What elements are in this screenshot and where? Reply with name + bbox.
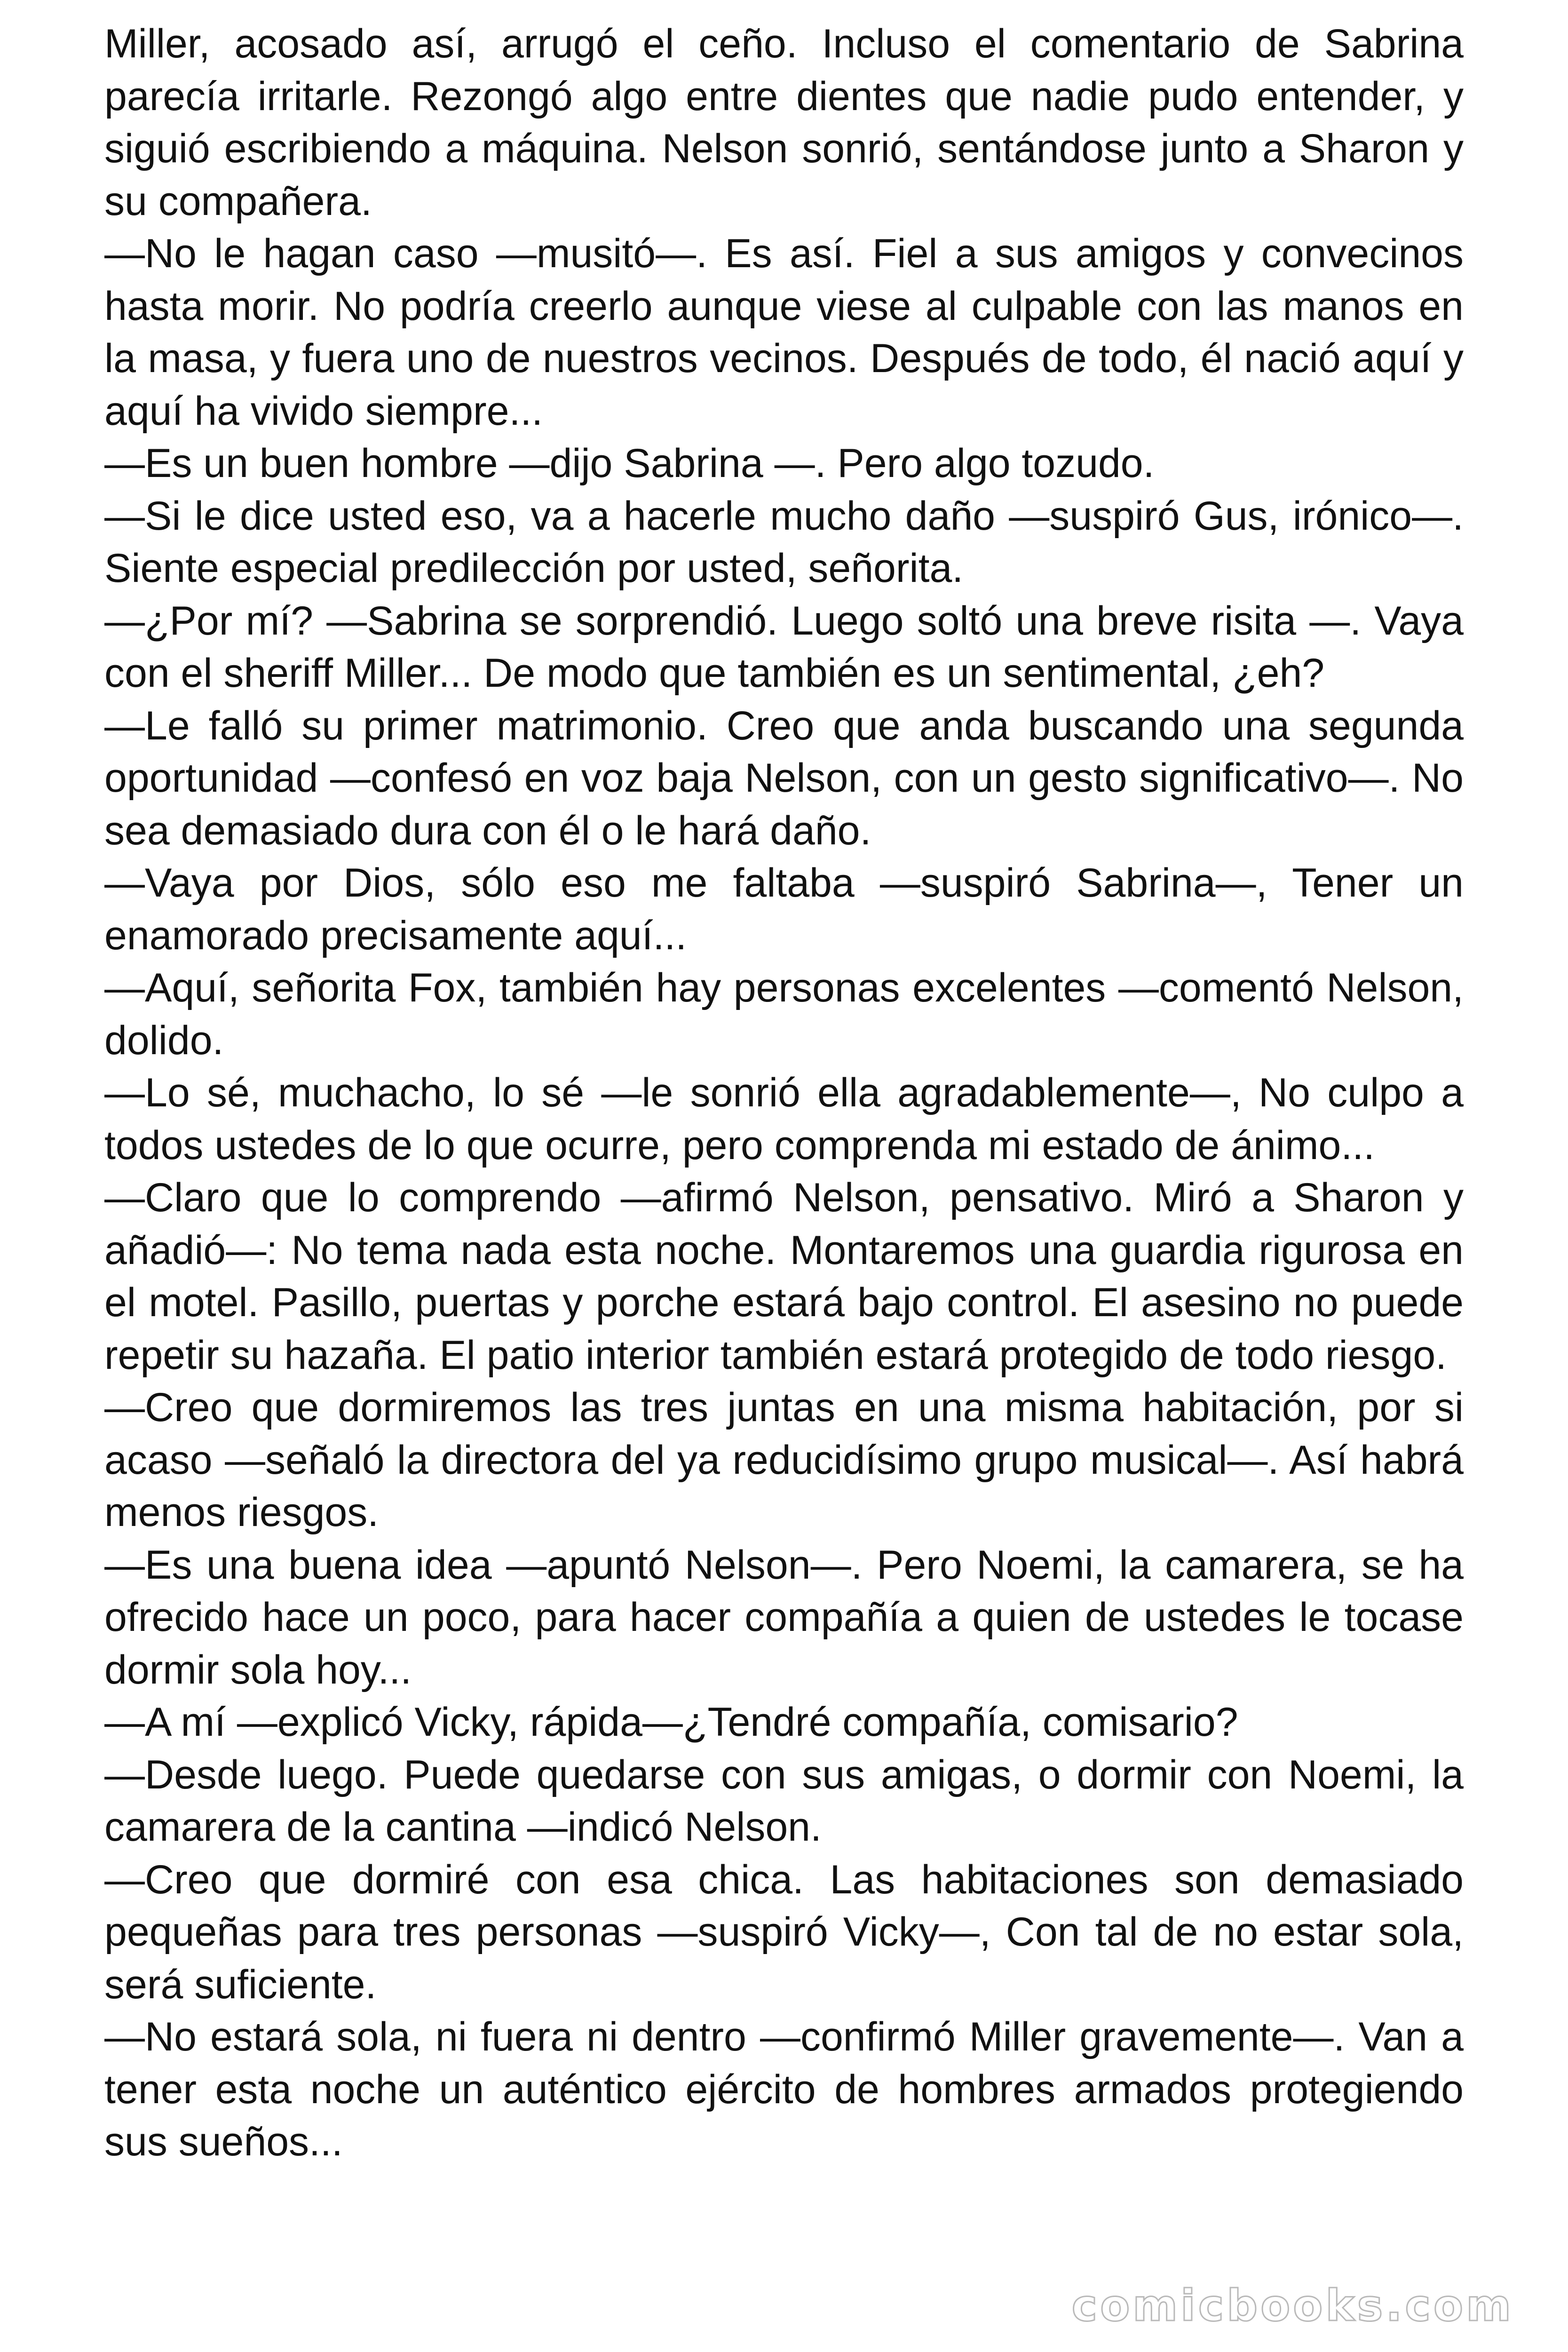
paragraph: —Desde luego. Puede quedarse con sus amigas, o dormir con Noemi, la camarera de la cantina —indicó Nelson.: [104, 1752, 1464, 1850]
watermark: comicbooks.com: [1071, 2280, 1514, 2331]
paragraph: —Vaya por Dios, sólo eso me faltaba —suspiró Sabrina—, Tener un enamorado precisamente aquí...: [104, 860, 1464, 958]
paragraph: —A mí —explicó Vicky, rápida—¿Tendré compañía, comisario?: [104, 1700, 1238, 1745]
paragraph: —No le hagan caso —musitó—. Es así. Fiel a sus amigos y convecinos hasta morir. No podría creerlo aunque viese al culpable con las manos en la masa, y fuera uno de nuestros vecinos. Después de todo, él nació aquí y aquí ha vivido siempre...: [104, 231, 1464, 434]
paragraph: —Si le dice usted eso, va a hacerle mucho daño —suspiró Gus, irónico—. Siente especial predilección por usted, señorita.: [104, 493, 1464, 591]
paragraph: —No estará sola, ni fuera ni dentro —confirmó Miller gravemente—. Van a tener esta noche un auténtico ejército de hombres armados protegiendo sus sueños...: [104, 2014, 1464, 2164]
text-body: [104, 18, 1464, 2169]
paragraph: —Aquí, señorita Fox, también hay personas excelentes —comentó Nelson, dolido.: [104, 965, 1464, 1063]
paragraph: —Creo que dormiremos las tres juntas en una misma habitación, por si acaso —señaló la directora del ya reducidísimo grupo musical—. Así habrá menos riesgos.: [104, 1385, 1464, 1535]
paragraph: —Le falló su primer matrimonio. Creo que anda buscando una segunda oportunidad —confesó en voz baja Nelson, con un gesto significativo—. No sea demasiado dura con él o le hará daño.: [104, 703, 1464, 853]
paragraph: —Claro que lo comprendo —afirmó Nelson, pensativo. Miró a Sharon y añadió—: No tema nada esta noche. Montaremos una guardia rigurosa en el motel. Pasillo, puertas y porche estará bajo control. El asesino no puede repetir su hazaña. El patio interior también estará protegido de todo riesgo.: [104, 1175, 1464, 1378]
paragraph: —¿Por mí? —Sabrina se sorprendió. Luego soltó una breve risita —. Vaya con el sheriff Miller... De modo que también es un sentimental, ¿eh?: [104, 598, 1464, 696]
paragraph: —Creo que dormiré con esa chica. Las habitaciones son demasiado pequeñas para tres personas —suspiró Vicky—, Con tal de no estar sola, será suficiente.: [104, 1857, 1464, 2007]
paragraph: —Es un buen hombre —dijo Sabrina —. Pero algo tozudo.: [104, 441, 1155, 486]
paragraph: —Es una buena idea —apuntó Nelson—. Pero Noemi, la camarera, se ha ofrecido hace un poco, para hacer compañía a quien de ustedes le tocase dormir sola hoy...: [104, 1542, 1464, 1692]
paragraph: —Lo sé, muchacho, lo sé —le sonrió ella agradablemente—, No culpo a todos ustedes de lo que ocurre, pero comprenda mi estado de ánimo...: [104, 1070, 1464, 1168]
paragraph: Miller, acosado así, arrugó el ceño. Incluso el comentario de Sabrina parecía irritarle. Rezongó algo entre dientes que nadie pudo entender, y siguió escribiendo a máquina. Nelson sonrió, sentándose junto a Sharon y su compañera.: [104, 21, 1464, 224]
